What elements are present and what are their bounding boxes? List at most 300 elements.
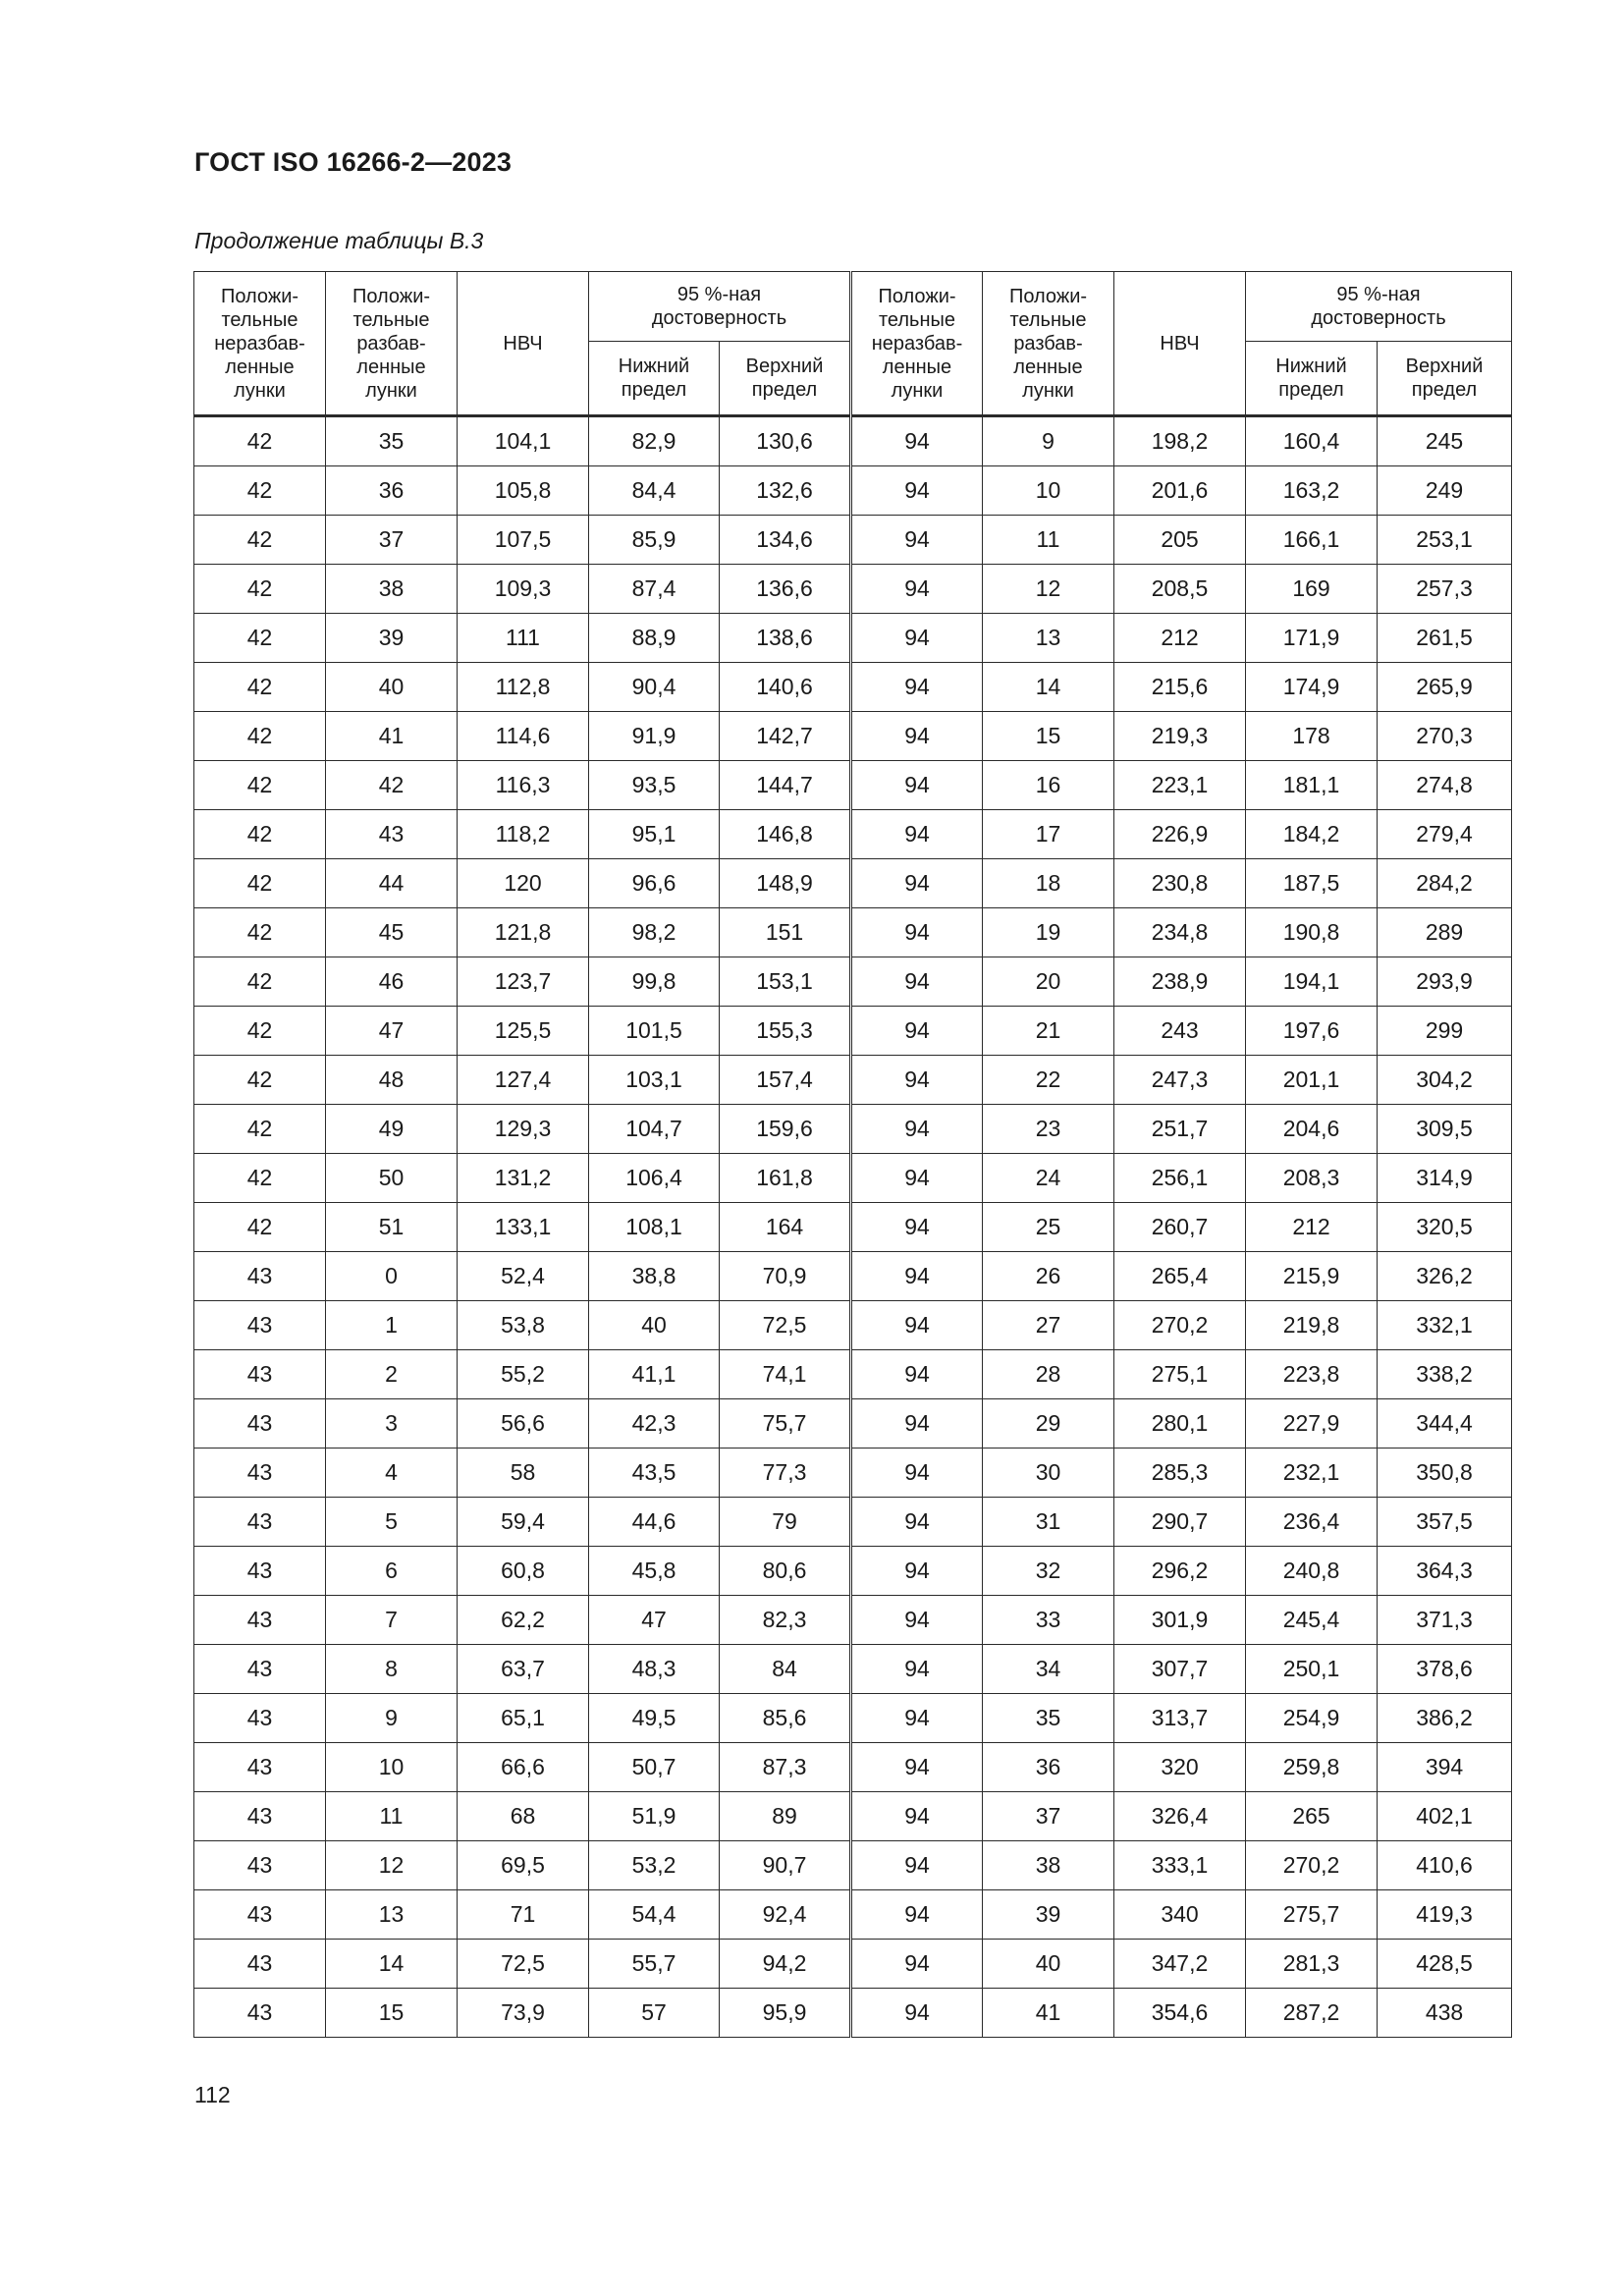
table-cell: 84 — [720, 1645, 851, 1694]
table-cell: 42 — [194, 663, 326, 712]
table-cell: 134,6 — [720, 516, 851, 565]
header-line: ленные — [1013, 355, 1083, 378]
table-cell: 307,7 — [1114, 1645, 1246, 1694]
table-cell: 116,3 — [458, 761, 589, 810]
header-lower-limit — [1246, 342, 1378, 416]
table-cell: 42 — [194, 614, 326, 663]
table-cell: 40 — [326, 663, 458, 712]
table-cell: 75,7 — [720, 1399, 851, 1449]
table-cell: 106,4 — [589, 1154, 720, 1203]
table-cell: 169 — [1246, 565, 1378, 614]
table-cell: 108,1 — [589, 1203, 720, 1252]
table-cell: 230,8 — [1114, 859, 1246, 908]
table-cell: 74,1 — [720, 1350, 851, 1399]
table-cell: 71 — [458, 1890, 589, 1940]
table-cell: 87,4 — [589, 565, 720, 614]
header-positive-undiluted — [851, 272, 983, 416]
table-cell: 46 — [326, 957, 458, 1007]
table-cell: 121,8 — [458, 908, 589, 957]
table-row — [194, 1105, 1512, 1154]
table-cell: 198,2 — [1114, 416, 1246, 466]
table-cell: 90,4 — [589, 663, 720, 712]
header-line: Верхний — [745, 355, 824, 377]
table-cell: 69,5 — [458, 1841, 589, 1890]
table-cell: 35 — [326, 416, 458, 466]
table-cell: 43 — [194, 1498, 326, 1547]
table-cell: 197,6 — [1246, 1007, 1378, 1056]
table-cell: 42 — [194, 859, 326, 908]
header-line: Положи- — [220, 285, 299, 307]
table-cell: 42 — [194, 810, 326, 859]
table-cell: 43 — [194, 1350, 326, 1399]
table-cell: 208,3 — [1246, 1154, 1378, 1203]
table-cell: 270,2 — [1246, 1841, 1378, 1890]
table-row — [194, 957, 1512, 1007]
table-cell: 94 — [851, 516, 983, 565]
table-cell: 94 — [851, 1989, 983, 2038]
table-cell: 40 — [589, 1301, 720, 1350]
table-cell: 51,9 — [589, 1792, 720, 1841]
table-row — [194, 1301, 1512, 1350]
table-cell: 57 — [589, 1989, 720, 2038]
table-cell: 274,8 — [1378, 761, 1512, 810]
table-cell: 12 — [326, 1841, 458, 1890]
table-cell: 94 — [851, 1694, 983, 1743]
table-cell: 250,1 — [1246, 1645, 1378, 1694]
table-cell: 37 — [326, 516, 458, 565]
table-cell: 138,6 — [720, 614, 851, 663]
header-line: лунки — [891, 379, 944, 402]
table-cell: 59,4 — [458, 1498, 589, 1547]
table-cell: 13 — [326, 1890, 458, 1940]
table-cell: 48,3 — [589, 1645, 720, 1694]
table-cell: 279,4 — [1378, 810, 1512, 859]
table-cell: 49 — [326, 1105, 458, 1154]
table-caption: Продолжение таблицы В.3 — [194, 228, 484, 253]
table-row — [194, 761, 1512, 810]
table-cell: 53,2 — [589, 1841, 720, 1890]
document-title: ГОСТ ISO 16266-2—2023 — [194, 147, 513, 177]
table-cell: 22 — [983, 1056, 1114, 1105]
table-cell: 90,7 — [720, 1841, 851, 1890]
table-cell: 27 — [983, 1301, 1114, 1350]
table-cell: 94 — [851, 614, 983, 663]
table-cell: 43 — [194, 1596, 326, 1645]
table-cell: 107,5 — [458, 516, 589, 565]
table-cell: 42 — [194, 1007, 326, 1056]
header-line: тельные — [352, 308, 430, 331]
table-cell: 253,1 — [1378, 516, 1512, 565]
table-cell: 7 — [326, 1596, 458, 1645]
table-cell: 350,8 — [1378, 1449, 1512, 1498]
table-cell: 142,7 — [720, 712, 851, 761]
table-cell: 41 — [983, 1989, 1114, 2038]
table-cell: 63,7 — [458, 1645, 589, 1694]
table-cell: 38,8 — [589, 1252, 720, 1301]
table-cell: 123,7 — [458, 957, 589, 1007]
table-row — [194, 1007, 1512, 1056]
table-cell: 43 — [194, 1841, 326, 1890]
table-cell: 251,7 — [1114, 1105, 1246, 1154]
table-cell: 40 — [983, 1940, 1114, 1989]
table-cell: 371,3 — [1378, 1596, 1512, 1645]
header-line: разбав- — [1013, 332, 1083, 355]
table-cell: 344,4 — [1378, 1399, 1512, 1449]
table-cell: 296,2 — [1114, 1547, 1246, 1596]
table-cell: 89 — [720, 1792, 851, 1841]
table-cell: 94 — [851, 466, 983, 516]
table-cell: 34 — [983, 1645, 1114, 1694]
table-cell: 52,4 — [458, 1252, 589, 1301]
table-cell: 144,7 — [720, 761, 851, 810]
table-cell: 94 — [851, 1645, 983, 1694]
table-cell: 42 — [194, 1105, 326, 1154]
table-cell: 309,5 — [1378, 1105, 1512, 1154]
header-line: Нижний — [618, 355, 690, 377]
table-cell: 43,5 — [589, 1449, 720, 1498]
table-cell: 105,8 — [458, 466, 589, 516]
table-cell: 24 — [983, 1154, 1114, 1203]
table-cell: 3 — [326, 1399, 458, 1449]
table-cell: 91,9 — [589, 712, 720, 761]
table-cell: 223,8 — [1246, 1350, 1378, 1399]
table-cell: 42 — [194, 516, 326, 565]
table-cell: 43 — [194, 1989, 326, 2038]
table-cell: 94 — [851, 1841, 983, 1890]
table-cell: 60,8 — [458, 1547, 589, 1596]
table-cell: 287,2 — [1246, 1989, 1378, 2038]
table-cell: 87,3 — [720, 1743, 851, 1792]
table-row — [194, 1940, 1512, 1989]
table-cell: 72,5 — [720, 1301, 851, 1350]
table-cell: 178 — [1246, 712, 1378, 761]
table-cell: 140,6 — [720, 663, 851, 712]
table-cell: 43 — [326, 810, 458, 859]
table-cell: 42 — [194, 565, 326, 614]
table-row — [194, 663, 1512, 712]
table-cell: 4 — [326, 1449, 458, 1498]
table-cell: 42 — [194, 957, 326, 1007]
table-row — [194, 1694, 1512, 1743]
table-cell: 95,9 — [720, 1989, 851, 2038]
table-cell: 285,3 — [1114, 1449, 1246, 1498]
table-row — [194, 1350, 1512, 1399]
table-cell: 49,5 — [589, 1694, 720, 1743]
table-row — [194, 466, 1512, 516]
table-header — [194, 272, 1512, 416]
table-cell: 42 — [194, 466, 326, 516]
table-cell: 129,3 — [458, 1105, 589, 1154]
table-cell: 205 — [1114, 516, 1246, 565]
table-cell: 261,5 — [1378, 614, 1512, 663]
table-cell: 11 — [983, 516, 1114, 565]
table-cell: 340 — [1114, 1890, 1246, 1940]
header-line: лунки — [234, 379, 286, 402]
table-cell: 28 — [983, 1350, 1114, 1399]
table-cell: 219,8 — [1246, 1301, 1378, 1350]
table-cell: 238,9 — [1114, 957, 1246, 1007]
header-mpn: НВЧ — [1114, 272, 1246, 416]
header-lower-limit — [589, 342, 720, 416]
table-cell: 94 — [851, 908, 983, 957]
table-cell: 12 — [983, 565, 1114, 614]
table-cell: 364,3 — [1378, 1547, 1512, 1596]
table-cell: 13 — [983, 614, 1114, 663]
table-cell: 94 — [851, 1056, 983, 1105]
table-cell: 42 — [326, 761, 458, 810]
table-cell: 204,6 — [1246, 1105, 1378, 1154]
table-row — [194, 1252, 1512, 1301]
table-cell: 2 — [326, 1350, 458, 1399]
table-cell: 212 — [1246, 1203, 1378, 1252]
table-cell: 41 — [326, 712, 458, 761]
table-cell: 42 — [194, 1056, 326, 1105]
table-cell: 99,8 — [589, 957, 720, 1007]
header-line: тельные — [878, 308, 956, 331]
table-cell: 104,1 — [458, 416, 589, 466]
table-cell: 428,5 — [1378, 1940, 1512, 1989]
table-cell: 326,4 — [1114, 1792, 1246, 1841]
table-cell: 270,2 — [1114, 1301, 1246, 1350]
table-cell: 43 — [194, 1940, 326, 1989]
table-cell: 10 — [326, 1743, 458, 1792]
table-cell: 36 — [326, 466, 458, 516]
header-confidence — [589, 272, 851, 342]
table-cell: 55,7 — [589, 1940, 720, 1989]
table-cell: 201,6 — [1114, 466, 1246, 516]
table-cell: 151 — [720, 908, 851, 957]
table-cell: 332,1 — [1378, 1301, 1512, 1350]
table-cell: 201,1 — [1246, 1056, 1378, 1105]
table-cell: 320,5 — [1378, 1203, 1512, 1252]
table-cell: 98,2 — [589, 908, 720, 957]
table-cell: 94 — [851, 1940, 983, 1989]
table-cell: 127,4 — [458, 1056, 589, 1105]
table-cell: 45 — [326, 908, 458, 957]
table-cell: 226,9 — [1114, 810, 1246, 859]
table-cell: 265 — [1246, 1792, 1378, 1841]
table-cell: 155,3 — [720, 1007, 851, 1056]
table-cell: 313,7 — [1114, 1694, 1246, 1743]
table-row — [194, 1841, 1512, 1890]
table-row — [194, 1792, 1512, 1841]
table-cell: 386,2 — [1378, 1694, 1512, 1743]
header-line: лунки — [365, 379, 417, 402]
header-line: ленные — [356, 355, 426, 378]
header-line: Положи- — [1008, 285, 1088, 307]
table-cell: 118,2 — [458, 810, 589, 859]
table-cell: 15 — [983, 712, 1114, 761]
table-cell: 53,8 — [458, 1301, 589, 1350]
table-cell: 93,5 — [589, 761, 720, 810]
table-row — [194, 908, 1512, 957]
table-cell: 31 — [983, 1498, 1114, 1547]
table-cell: 94 — [851, 810, 983, 859]
table-cell: 212 — [1114, 614, 1246, 663]
header-line: предел — [1411, 379, 1478, 401]
table-cell: 94 — [851, 1547, 983, 1596]
table-cell: 232,1 — [1246, 1449, 1378, 1498]
header-line: 95 %-ная — [1336, 284, 1421, 305]
table-cell: 215,9 — [1246, 1252, 1378, 1301]
table-cell: 32 — [983, 1547, 1114, 1596]
table-cell: 42 — [194, 908, 326, 957]
table-cell: 160,4 — [1246, 416, 1378, 466]
header-mpn: НВЧ — [458, 272, 589, 416]
table-cell: 94,2 — [720, 1940, 851, 1989]
table-cell: 94 — [851, 1350, 983, 1399]
header-line: тельные — [221, 308, 298, 331]
mpn-table — [193, 271, 1512, 2038]
table-row — [194, 859, 1512, 908]
table-cell: 94 — [851, 1203, 983, 1252]
table-cell: 153,1 — [720, 957, 851, 1007]
table-cell: 18 — [983, 859, 1114, 908]
table-cell: 11 — [326, 1792, 458, 1841]
table-cell: 166,1 — [1246, 516, 1378, 565]
table-cell: 171,9 — [1246, 614, 1378, 663]
table-cell: 79 — [720, 1498, 851, 1547]
table-cell: 94 — [851, 1007, 983, 1056]
table-cell: 94 — [851, 1449, 983, 1498]
table-cell: 94 — [851, 957, 983, 1007]
table-cell: 43 — [194, 1399, 326, 1449]
header-line: неразбав- — [214, 332, 305, 355]
table-cell: 33 — [983, 1596, 1114, 1645]
table-cell: 94 — [851, 1399, 983, 1449]
table-cell: 243 — [1114, 1007, 1246, 1056]
table-cell: 58 — [458, 1449, 589, 1498]
table-cell: 132,6 — [720, 466, 851, 516]
table-row — [194, 712, 1512, 761]
table-cell: 194,1 — [1246, 957, 1378, 1007]
table-cell: 51 — [326, 1203, 458, 1252]
header-confidence — [1246, 272, 1512, 342]
table-cell: 438 — [1378, 1989, 1512, 2038]
table-cell: 94 — [851, 1154, 983, 1203]
table-cell: 43 — [194, 1252, 326, 1301]
table-cell: 260,7 — [1114, 1203, 1246, 1252]
table-cell: 94 — [851, 1743, 983, 1792]
table-cell: 94 — [851, 1890, 983, 1940]
table-cell: 265,9 — [1378, 663, 1512, 712]
table-cell: 94 — [851, 416, 983, 466]
table-cell: 347,2 — [1114, 1940, 1246, 1989]
table-cell: 245,4 — [1246, 1596, 1378, 1645]
header-positive-diluted — [983, 272, 1114, 416]
header-upper-limit — [720, 342, 851, 416]
table-cell: 254,9 — [1246, 1694, 1378, 1743]
header-line: предел — [621, 379, 687, 401]
table-cell: 184,2 — [1246, 810, 1378, 859]
table-cell: 410,6 — [1378, 1841, 1512, 1890]
page-number: 112 — [194, 2082, 231, 2107]
table-row — [194, 1399, 1512, 1449]
table-cell: 6 — [326, 1547, 458, 1596]
header-line: предел — [751, 379, 818, 401]
table-cell: 223,1 — [1114, 761, 1246, 810]
table-cell: 187,5 — [1246, 859, 1378, 908]
table-cell: 174,9 — [1246, 663, 1378, 712]
header-upper-limit — [1378, 342, 1512, 416]
table-cell: 419,3 — [1378, 1890, 1512, 1940]
table-cell: 326,2 — [1378, 1252, 1512, 1301]
table-cell: 48 — [326, 1056, 458, 1105]
table-cell: 130,6 — [720, 416, 851, 466]
header-line: достоверность — [651, 307, 787, 329]
table-cell: 259,8 — [1246, 1743, 1378, 1792]
table-cell: 39 — [326, 614, 458, 663]
header-line: Положи- — [878, 285, 956, 307]
table-cell: 338,2 — [1378, 1350, 1512, 1399]
table-cell: 36 — [983, 1743, 1114, 1792]
table-cell: 77,3 — [720, 1449, 851, 1498]
table-cell: 275,7 — [1246, 1890, 1378, 1940]
table-cell: 42 — [194, 1203, 326, 1252]
table-cell: 21 — [983, 1007, 1114, 1056]
table-row — [194, 1154, 1512, 1203]
table-cell: 30 — [983, 1449, 1114, 1498]
table-cell: 35 — [983, 1694, 1114, 1743]
header-line: 95 %-ная — [676, 284, 762, 305]
table-cell: 114,6 — [458, 712, 589, 761]
table-cell: 96,6 — [589, 859, 720, 908]
table-cell: 104,7 — [589, 1105, 720, 1154]
table-cell: 0 — [326, 1252, 458, 1301]
table-cell: 131,2 — [458, 1154, 589, 1203]
table-cell: 109,3 — [458, 565, 589, 614]
table-cell: 14 — [326, 1940, 458, 1989]
table-cell: 23 — [983, 1105, 1114, 1154]
table-cell: 103,1 — [589, 1056, 720, 1105]
table-cell: 227,9 — [1246, 1399, 1378, 1449]
table-cell: 245 — [1378, 416, 1512, 466]
table-cell: 275,1 — [1114, 1350, 1246, 1399]
table-cell: 26 — [983, 1252, 1114, 1301]
table-cell: 20 — [983, 957, 1114, 1007]
table-cell: 290,7 — [1114, 1498, 1246, 1547]
table-cell: 148,9 — [720, 859, 851, 908]
table-cell: 41,1 — [589, 1350, 720, 1399]
table-cell: 280,1 — [1114, 1399, 1246, 1449]
table-row — [194, 614, 1512, 663]
table-cell: 73,9 — [458, 1989, 589, 2038]
table-cell: 43 — [194, 1645, 326, 1694]
table-cell: 394 — [1378, 1743, 1512, 1792]
header-line: Верхний — [1405, 355, 1484, 377]
table-cell: 42 — [194, 1154, 326, 1203]
table-cell: 9 — [983, 416, 1114, 466]
table-row — [194, 1645, 1512, 1694]
table-row — [194, 565, 1512, 614]
table-cell: 94 — [851, 859, 983, 908]
header-line: достоверность — [1311, 307, 1446, 329]
table-cell: 42 — [194, 416, 326, 466]
table-cell: 56,6 — [458, 1399, 589, 1449]
table-cell: 133,1 — [458, 1203, 589, 1252]
table-row — [194, 1989, 1512, 2038]
table-body — [194, 416, 1512, 2038]
table-cell: 44 — [326, 859, 458, 908]
table-cell: 17 — [983, 810, 1114, 859]
header-line: неразбав- — [871, 332, 963, 355]
table-cell: 43 — [194, 1890, 326, 1940]
table-cell: 55,2 — [458, 1350, 589, 1399]
header-line: Положи- — [352, 285, 431, 307]
table-cell: 84,4 — [589, 466, 720, 516]
table-cell: 240,8 — [1246, 1547, 1378, 1596]
table-cell: 163,2 — [1246, 466, 1378, 516]
